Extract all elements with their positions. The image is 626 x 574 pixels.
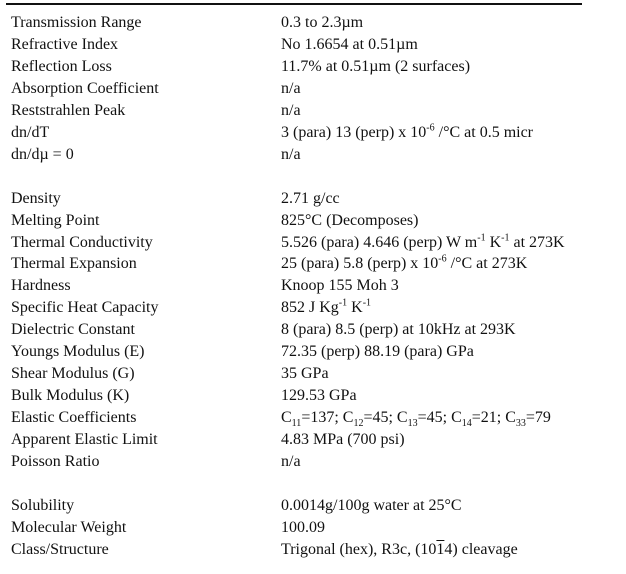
- value-text: =45; C: [417, 409, 462, 427]
- property-label: Bulk Modulus (K): [11, 387, 130, 405]
- value-text: K: [347, 299, 363, 317]
- property-value: n/a: [281, 101, 301, 119]
- property-value: No 1.6654 at 0.51µm: [281, 35, 418, 53]
- property-label: Solubility: [11, 496, 75, 514]
- table-row: [11, 122, 565, 144]
- value-text: Trigonal (hex), R3c, (10: [281, 540, 437, 558]
- property-value: [281, 253, 565, 275]
- exponent: -1: [338, 298, 348, 310]
- property-value: [281, 297, 565, 319]
- property-label: dn/dµ = 0: [11, 145, 74, 163]
- table-row: [11, 12, 565, 34]
- table-row: [11, 78, 565, 100]
- property-value: 0.3 to 2.3µm: [281, 14, 364, 31]
- exponent: -1: [477, 232, 486, 244]
- property-label: Specific Heat Capacity: [11, 299, 159, 317]
- property-value: [281, 122, 565, 144]
- subscript: 12: [353, 418, 364, 430]
- property-label: Dielectric Constant: [11, 321, 135, 339]
- value-text: 3 (para) 13 (perp) x 10: [281, 123, 427, 141]
- property-value: 129.53 GPa: [281, 387, 357, 405]
- property-label: Poisson Ratio: [11, 453, 100, 471]
- value-text: 5.526 (para) 4.646 (perp) W m: [281, 233, 478, 251]
- table-row: [11, 188, 565, 210]
- subscript: 14: [461, 418, 472, 430]
- value-text: 852 J Kg: [281, 299, 339, 317]
- property-label: Class/Structure: [11, 540, 109, 558]
- value-text: 4) cleavage: [444, 540, 518, 558]
- value-text: at 273K: [509, 233, 565, 251]
- value-text: =21; C: [471, 409, 516, 427]
- exponent: -1: [501, 232, 510, 244]
- value-text: =137; C: [301, 409, 354, 427]
- table-row: [11, 517, 565, 539]
- table-row: [11, 232, 565, 254]
- property-value: Knoop 155 Moh 3: [281, 277, 399, 295]
- exponent: -6: [426, 122, 435, 134]
- property-value: n/a: [281, 145, 301, 163]
- section-spacer: [11, 473, 565, 495]
- top-rule: [6, 3, 582, 5]
- property-value: [281, 539, 565, 561]
- table-row: [11, 100, 565, 122]
- property-label: Youngs Modulus (E): [11, 343, 145, 361]
- table-row: [11, 210, 565, 232]
- table-row: [11, 495, 565, 517]
- property-label: Absorption Coefficient: [11, 79, 159, 97]
- property-label: Density: [11, 189, 61, 207]
- property-label: Molecular Weight: [11, 518, 127, 536]
- value-text: C: [281, 409, 292, 427]
- table-row: [11, 385, 565, 407]
- property-label: Reflection Loss: [11, 57, 112, 75]
- property-value: 2.71 g/cc: [281, 189, 340, 207]
- exponent: -6: [438, 254, 447, 266]
- table-row: [11, 363, 565, 385]
- property-label: Reststrahlen Peak: [11, 101, 126, 119]
- table-row: [11, 319, 565, 341]
- property-label: Melting Point: [11, 211, 100, 229]
- property-label: Hardness: [11, 277, 71, 295]
- property-label: Shear Modulus (G): [11, 365, 135, 383]
- miller-index-bar: 1: [436, 540, 445, 558]
- property-label: Transmission Range: [11, 14, 142, 31]
- property-value: 100.09: [281, 518, 325, 536]
- property-label: Refractive Index: [11, 35, 119, 53]
- property-value: 4.83 MPa (700 psi): [281, 431, 405, 449]
- property-value: n/a: [281, 453, 301, 471]
- table-row: [11, 34, 565, 56]
- table-row: [11, 451, 565, 473]
- property-value: n/a: [281, 79, 301, 97]
- value-text: K: [485, 233, 502, 251]
- value-text: /°C at 273K: [446, 255, 528, 273]
- property-value: [281, 407, 565, 429]
- table-row: [11, 275, 565, 297]
- value-text: =45; C: [363, 409, 408, 427]
- subscript: 33: [515, 418, 526, 430]
- table-row: [11, 341, 565, 363]
- table-row: [11, 539, 565, 561]
- exponent: -1: [362, 298, 372, 310]
- table-row: [11, 297, 565, 319]
- property-value: 72.35 (perp) 88.19 (para) GPa: [281, 343, 474, 361]
- subscript: 13: [407, 418, 418, 430]
- property-value: [281, 232, 565, 254]
- property-label: Thermal Conductivity: [11, 233, 153, 251]
- property-label: Elastic Coefficients: [11, 409, 137, 427]
- section-spacer: [11, 166, 565, 188]
- table-row: [11, 407, 565, 429]
- value-text: /°C at 0.5 micr: [434, 123, 534, 141]
- property-label: Thermal Expansion: [11, 255, 137, 273]
- value-text: =79: [525, 409, 551, 427]
- subscript: 11: [291, 418, 302, 430]
- table-row: [11, 56, 565, 78]
- property-value: 8 (para) 8.5 (perp) at 10kHz at 293K: [281, 321, 516, 339]
- properties-table: [11, 12, 565, 561]
- property-value: 0.0014g/100g water at 25°C: [281, 496, 462, 514]
- table-row: [11, 429, 565, 451]
- table-row: [11, 253, 565, 275]
- property-value: 35 GPa: [281, 365, 329, 383]
- property-value: 825°C (Decomposes): [281, 211, 419, 229]
- property-value: 11.7% at 0.51µm (2 surfaces): [281, 57, 471, 75]
- value-text: 25 (para) 5.8 (perp) x 10: [281, 255, 439, 273]
- table-row: [11, 144, 565, 166]
- property-label: dn/dT: [11, 123, 50, 141]
- property-label: Apparent Elastic Limit: [11, 431, 158, 449]
